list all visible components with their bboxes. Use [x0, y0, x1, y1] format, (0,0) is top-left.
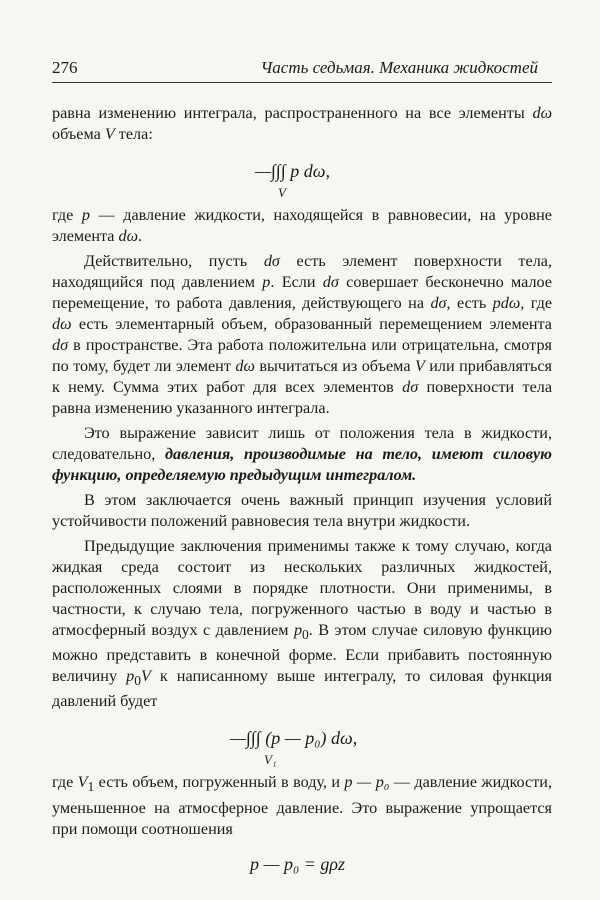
page-body [52, 103, 552, 884]
formula-2-limit: V₁ [264, 752, 277, 768]
page-number: 276 [52, 58, 78, 77]
paragraph-5: В этом заключается очень важный принцип изучения условий устойчивости положений равновесия тела внутри жидкости. [52, 491, 552, 530]
paragraph-6: Предыдущие заключения применимы также к тому случаю, когда жидкая среда состоит из нескольких различных жидкостей, расположенных слоями в порядке плотности. Они применимы, в частности, к случаю тела, погруженного частью в воду и частью в атмосферный воздух с давлением $p_0$. В этом случае силовую функцию можно представить в конечной форме. Если прибавить постоянную величину $p_0V$ к написанному выше интегралу, то силовая функция давлений будет [52, 537, 552, 711]
emphasized-statement: давления, производимые на тело, имеют силовую функцию, определяемую предыдущим интегралом. [52, 445, 552, 484]
running-title: Часть седьмая. Механика жидкостей [260, 58, 538, 77]
paragraph-4: Это выражение зависит лишь от положения тела в жидкости, следовательно, давления, производимые на тело, имеют силовую функцию, определяемую предыдущим интегралом. [52, 424, 552, 484]
formula-integral-with-p0 [52, 712, 552, 772]
formula-1-expression: —∫∫∫ p dω, [255, 161, 331, 181]
formula-2-expression: —∫∫∫ (p — p₀) dω, [230, 728, 358, 749]
formula-1-limit: V [278, 185, 286, 200]
paragraph-2: где p — давление жидкости, находящейся в равновесии, на уровне элемента dω. [52, 206, 552, 245]
page-header [52, 56, 552, 83]
formula-relation [52, 840, 552, 884]
formula-3-expression: p — p₀ = gρz [250, 853, 346, 874]
paragraph-1: равна изменению интеграла, распространенного на все элементы dω объема V тела: [52, 104, 552, 143]
formula-triple-integral [52, 145, 552, 205]
paragraph-3: Действительно, пусть dσ есть элемент поверхности тела, находящийся под давлением p. Если dσ совершает бесконечно малое перемещение, то работа давления, действующего на dσ, есть pdω, где dω есть элементарный объем, образованный перемещением элемента dσ в пространстве. Эта работа положительна или отрицательна, смотря по тому, будет ли элемент dω вычитаться из объема V или прибавляться к нему. Сумма этих работ для всех элементов dσ поверхности тела равна изменению указанного интеграла. [52, 252, 553, 417]
paragraph-7: где $V_1$ есть объем, погруженный в воду, и p — p₀ — давление жидкости, уменьшенное на атмосферное давление. Это выражение упрощается при помощи соотношения [52, 773, 552, 838]
